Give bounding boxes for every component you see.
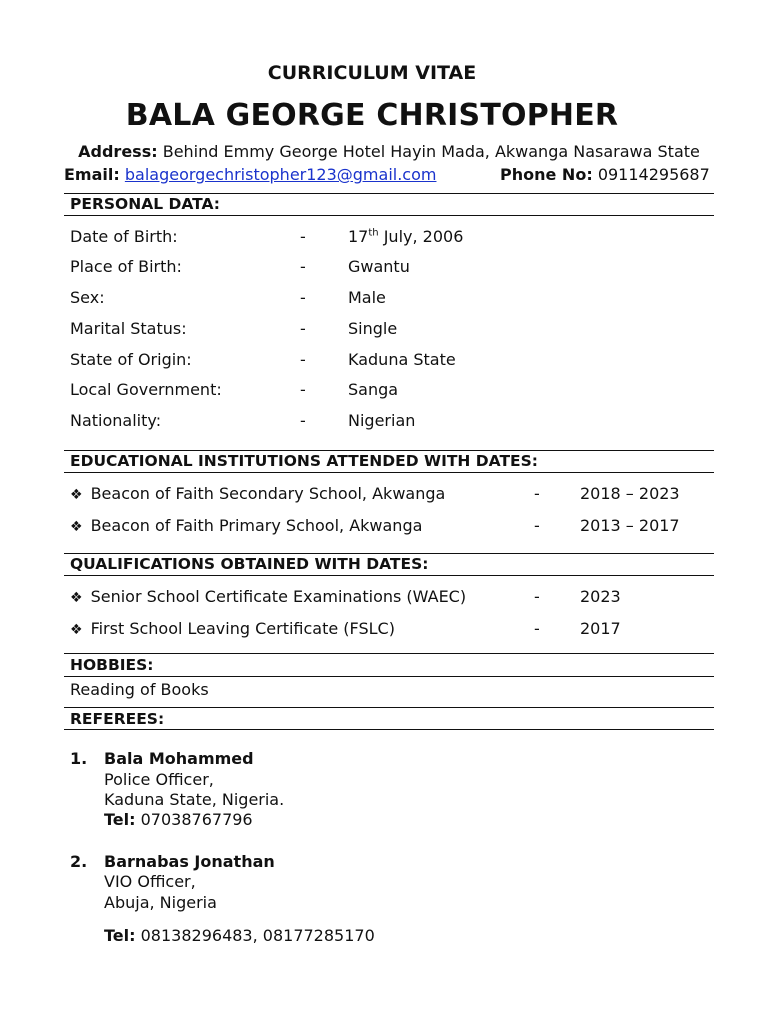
diamond-bullet-icon: ❖ [70,487,83,503]
email-line [64,165,436,184]
separator-dash: - [300,380,306,399]
divider [64,676,714,677]
personal-value: Gwantu [348,257,410,276]
personal-label: Local Government: [70,380,222,399]
personal-value [348,227,463,246]
dob-suffix: th [368,227,379,239]
personal-value: Nigerian [348,411,416,430]
phone-label: Phone No [500,165,587,184]
divider [64,450,714,451]
tel-value: 08138296483, 08177285170 [140,926,375,945]
qualification-date: 2017 [580,619,621,638]
divider [64,707,714,708]
hobbies-heading: HOBBIES: [70,656,154,674]
qualification-name: First School Leaving Certificate (FSLC) [90,619,395,638]
dob-rest: July, 2006 [378,227,464,246]
qualification-name: Senior School Certificate Examinations (WAEC) [90,587,467,606]
education-name: Beacon of Faith Primary School, Akwanga [90,516,423,535]
separator-dash: - [534,516,540,535]
personal-label: Nationality: [70,411,162,430]
qualifications-heading: QUALIFICATIONS OBTAINED WITH DATES: [70,555,429,573]
referee-occupation: Police Officer, [104,770,214,789]
qualification-date: 2023 [580,587,621,606]
referee-number: 2. [70,852,88,871]
referee-number: 1. [70,749,88,768]
referee-tel [104,810,253,829]
education-heading: EDUCATIONAL INSTITUTIONS ATTENDED WITH DATES: [70,452,538,470]
divider [64,215,714,216]
email-link[interactable]: balageorgechristopher123@gmail.com [124,165,437,184]
dob-day: 17 [348,227,369,246]
divider [64,729,714,730]
referee-name: Bala Mohammed [104,749,254,768]
personal-value: Male [348,288,386,307]
referees-heading: REFEREES: [70,710,165,728]
phone-line [500,165,710,184]
separator-dash: - [534,619,540,638]
divider [64,653,714,654]
personal-label: Date of Birth: [70,227,178,246]
personal-label: Place of Birth: [70,257,182,276]
referee-name: Barnabas Jonathan [104,852,275,871]
diamond-bullet-icon: ❖ [70,519,83,535]
address-label: Address: [78,142,158,161]
tel-label: Tel: [104,810,136,829]
divider [64,193,714,194]
hobbies-text: Reading of Books [70,680,209,699]
separator-dash: - [300,319,306,338]
tel-value: 07038767796 [140,810,253,829]
diamond-bullet-icon: ❖ [70,590,83,606]
divider [64,472,714,473]
divider [64,575,714,576]
education-name: Beacon of Faith Secondary School, Akwanga [90,484,446,503]
separator-dash: - [534,587,540,606]
personal-label: Sex: [70,288,105,307]
referee-tel [104,926,375,945]
education-dates: 2018 – 2023 [580,484,680,503]
address-line [0,142,768,161]
personal-data-heading: PERSONAL DATA: [70,195,220,213]
personal-value: Kaduna State [348,350,456,369]
phone-colon: : [586,165,593,184]
referee-location: Abuja, Nigeria [104,893,217,912]
phone-value: 09114295687 [597,165,710,184]
separator-dash: - [300,257,306,276]
address-value: Behind Emmy George Hotel Hayin Mada, Akwanga Nasarawa State [162,142,700,161]
diamond-bullet-icon: ❖ [70,622,83,638]
education-dates: 2013 – 2017 [580,516,680,535]
separator-dash: - [300,411,306,430]
document-title: CURRICULUM VITAE [267,62,477,84]
referee-location: Kaduna State, Nigeria. [104,790,285,809]
personal-label: State of Origin: [70,350,192,369]
personal-label: Marital Status: [70,319,187,338]
email-label: Email: [64,165,120,184]
personal-value: Single [348,319,398,338]
candidate-name: BALA GEORGE CHRISTOPHER [125,98,619,133]
separator-dash: - [300,350,306,369]
separator-dash: - [534,484,540,503]
separator-dash: - [300,288,306,307]
tel-label: Tel: [104,926,136,945]
referee-occupation: VIO Officer, [104,872,196,891]
divider [64,553,714,554]
separator-dash: - [300,227,306,246]
personal-value: Sanga [348,380,399,399]
